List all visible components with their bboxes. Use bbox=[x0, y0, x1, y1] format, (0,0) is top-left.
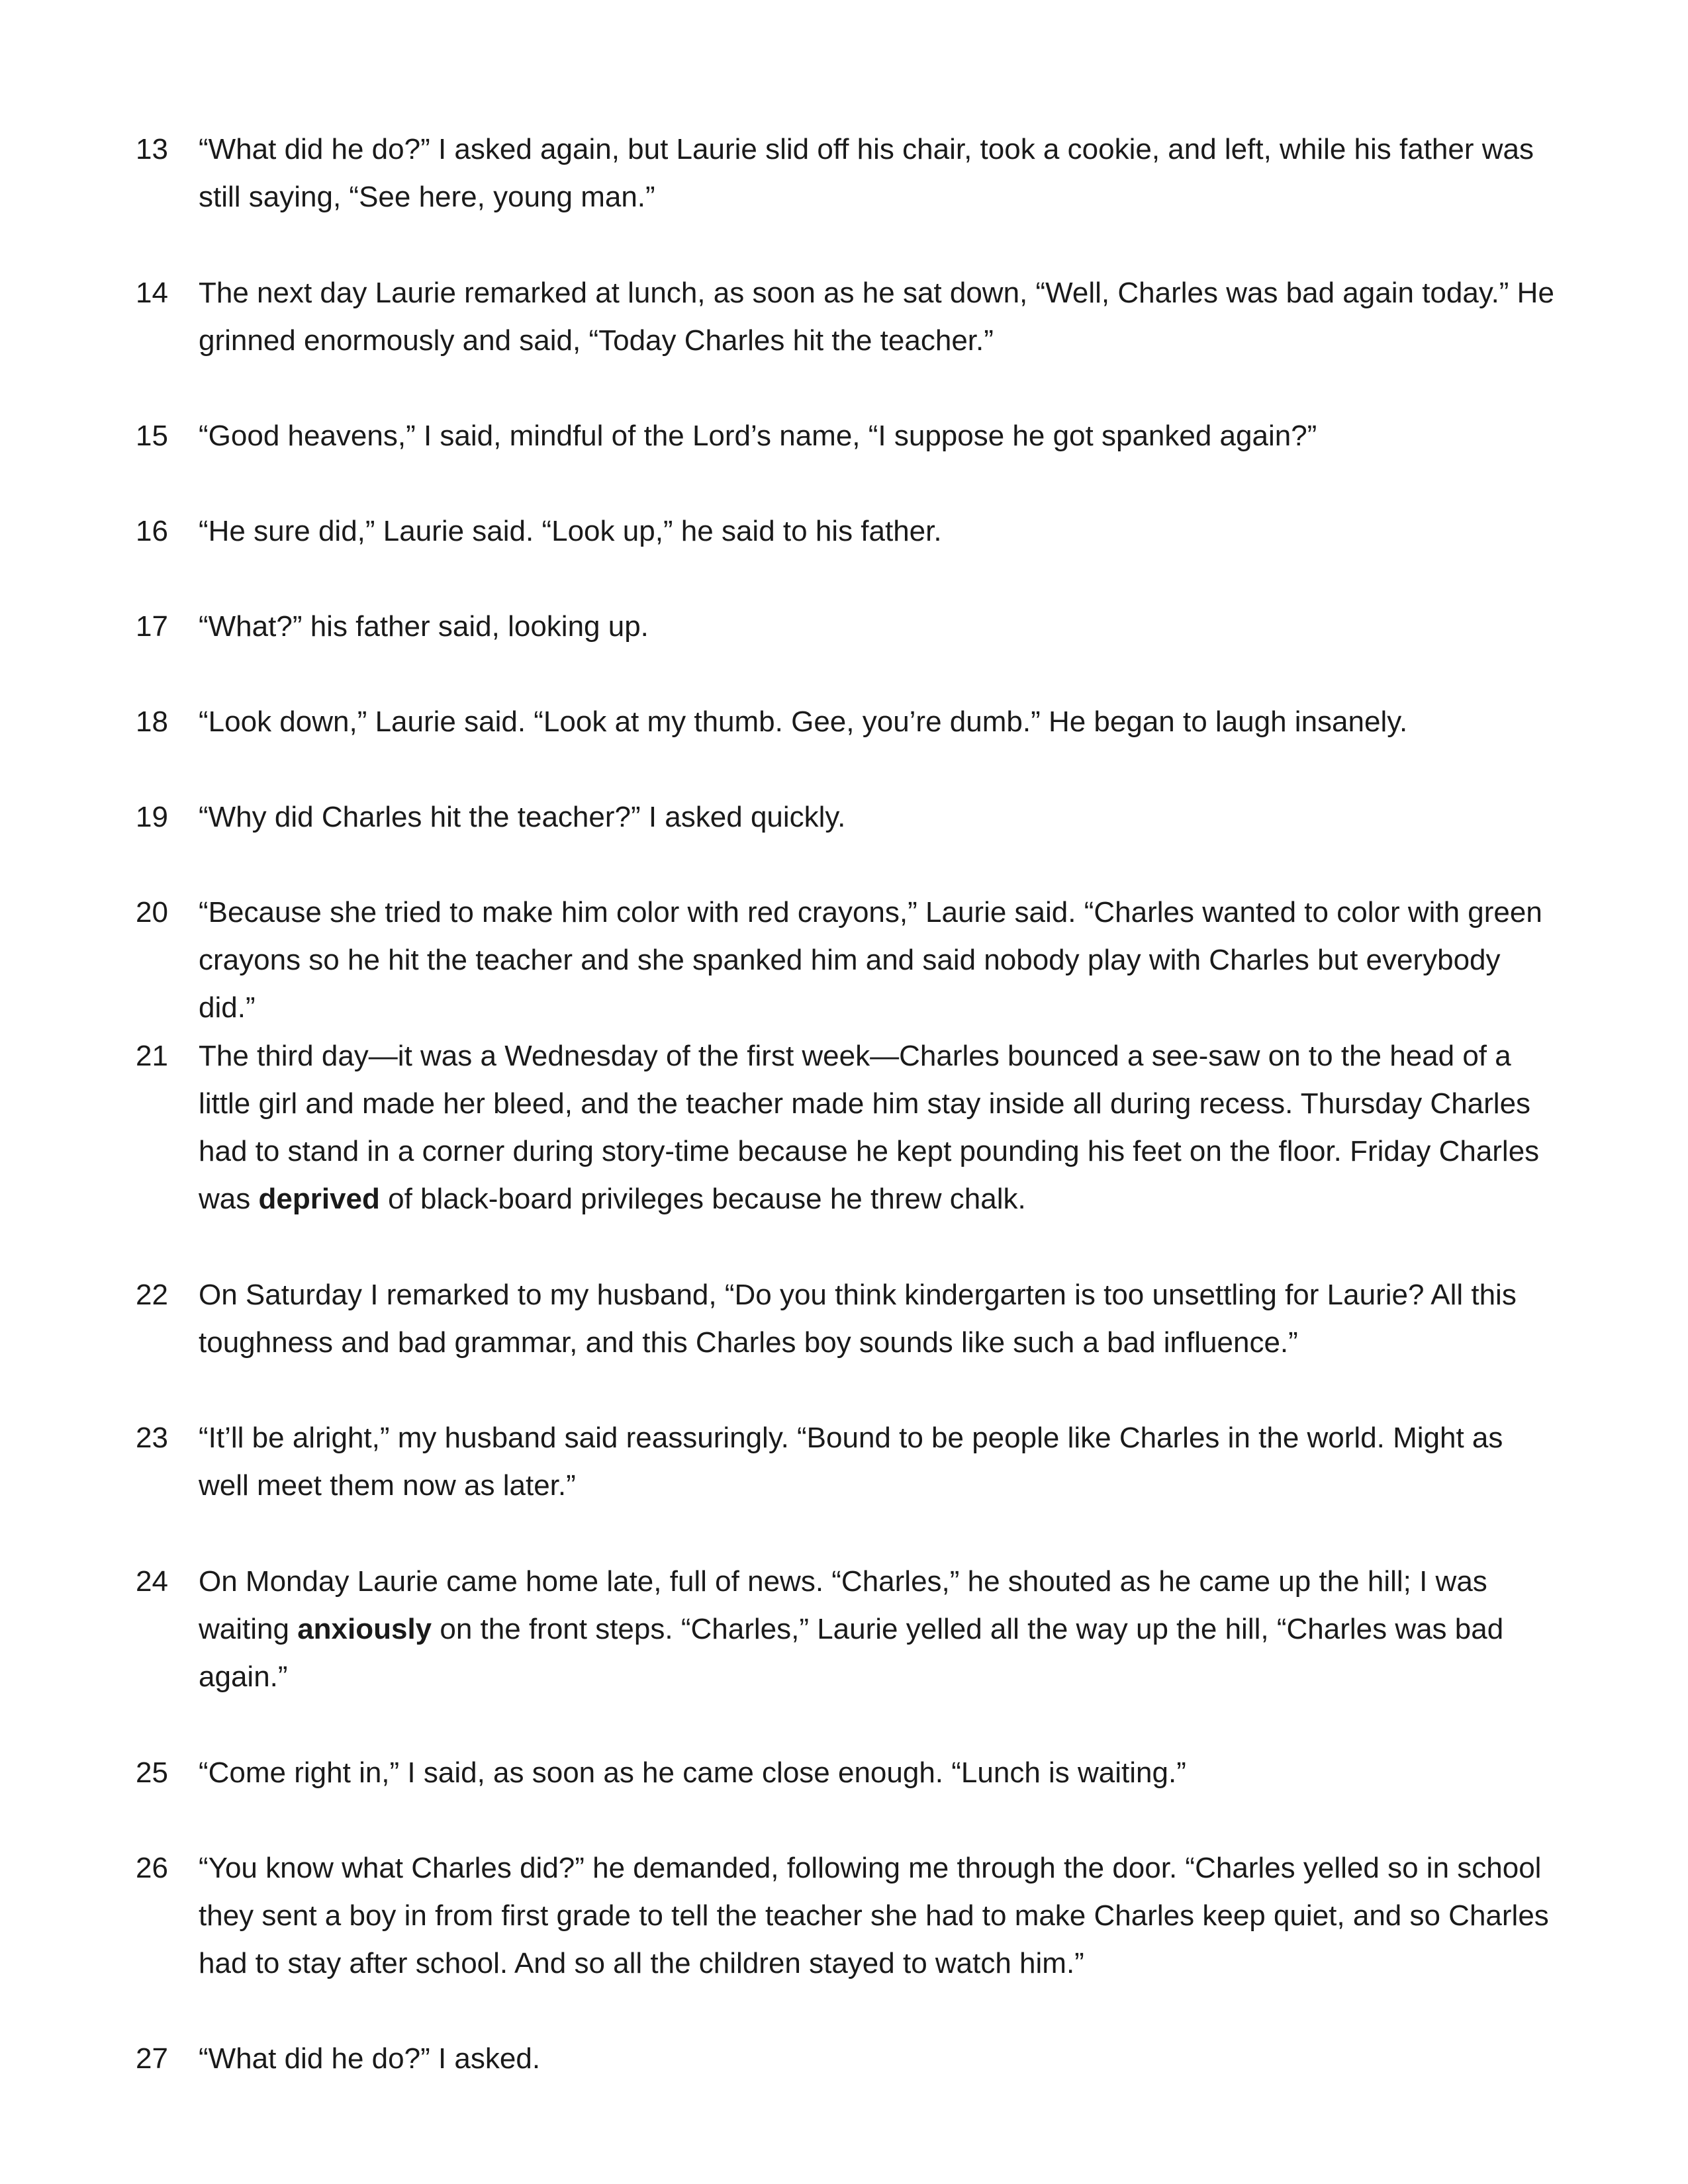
paragraph-19 bbox=[99, 794, 1556, 841]
paragraph-number: 14 bbox=[136, 277, 168, 309]
paragraph-number: 17 bbox=[136, 610, 168, 643]
paragraph-20 bbox=[99, 889, 1556, 1032]
paragraph-15 bbox=[99, 412, 1556, 460]
paragraph-14 bbox=[99, 269, 1556, 365]
paragraph-16 bbox=[99, 508, 1556, 555]
paragraph-text: “You know what Charles did?” he demanded, following me through the door. “Charles yelled so in school they sent a boy in from first grade to tell the teacher she had to make Charles keep quiet, and so Charles had to stay after school. And so all the children stayed to watch him.” bbox=[199, 1852, 1549, 1979]
paragraph-text bbox=[199, 1558, 1556, 1701]
paragraph-number: 25 bbox=[136, 1756, 168, 1789]
paragraph-27 bbox=[99, 2035, 1556, 2083]
paragraph-26 bbox=[99, 1844, 1556, 1987]
paragraph-text: “Good heavens,” I said, mindful of the Lord’s name, “I suppose he got spanked again?” bbox=[199, 420, 1317, 452]
paragraph-text-part: of black-board privileges because he threw chalk. bbox=[379, 1183, 1026, 1215]
paragraph-text: “What did he do?” I asked. bbox=[199, 2042, 541, 2075]
paragraph-text: “Come right in,” I said, as soon as he came close enough. “Lunch is waiting.” bbox=[199, 1756, 1186, 1789]
paragraph-number: 16 bbox=[136, 515, 168, 547]
paragraph-number: 27 bbox=[136, 2042, 168, 2075]
paragraph-number: 15 bbox=[136, 420, 168, 452]
paragraph-number: 19 bbox=[136, 801, 168, 833]
paragraph-text: “He sure did,” Laurie said. “Look up,” he said to his father. bbox=[199, 515, 942, 547]
paragraph-21 bbox=[99, 1032, 1556, 1223]
vocabulary-word-anxiously: anxiously bbox=[297, 1613, 432, 1645]
paragraph-text-part: on the front steps. “Charles,” Laurie yelled all the way up the hill, “Charles was bad again.” bbox=[199, 1613, 1504, 1693]
paragraph-number: 23 bbox=[136, 1422, 168, 1454]
paragraph-text-part: On Monday Laurie came home late, full of news. “Charles,” he shouted as he came up the hill; I was waiting bbox=[199, 1565, 1487, 1645]
paragraph-text: “It’ll be alright,” my husband said reassuringly. “Bound to be people like Charles in the world. Might as well meet them now as later.” bbox=[199, 1422, 1503, 1502]
paragraph-number: 13 bbox=[136, 133, 168, 165]
vocabulary-word-deprived: deprived bbox=[258, 1183, 380, 1215]
paragraph-text: “What did he do?” I asked again, but Laurie slid off his chair, took a cookie, and left, while his father was still saying, “See here, young man.” bbox=[199, 133, 1534, 213]
paragraph-23 bbox=[99, 1414, 1556, 1510]
paragraph-number: 18 bbox=[136, 705, 168, 738]
paragraph-18 bbox=[99, 698, 1556, 746]
paragraph-25 bbox=[99, 1749, 1556, 1797]
paragraph-13 bbox=[99, 126, 1556, 221]
paragraph-text: On Saturday I remarked to my husband, “Do you think kindergarten is too unsettling for Laurie? All this toughness and bad grammar, and this Charles boy sounds like such a bad influence.” bbox=[199, 1279, 1517, 1359]
paragraph-24 bbox=[99, 1558, 1556, 1701]
paragraph-17 bbox=[99, 603, 1556, 651]
paragraph-number: 24 bbox=[136, 1565, 168, 1598]
paragraph-number: 21 bbox=[136, 1040, 168, 1072]
paragraph-text: The next day Laurie remarked at lunch, as soon as he sat down, “Well, Charles was bad again today.” He grinned enormously and said, “Today Charles hit the teacher.” bbox=[199, 277, 1554, 357]
paragraph-text: “Look down,” Laurie said. “Look at my thumb. Gee, you’re dumb.” He began to laugh insanely. bbox=[199, 705, 1408, 738]
paragraph-number: 20 bbox=[136, 896, 168, 929]
paragraph-text-part: The third day—it was a Wednesday of the first week—Charles bounced a see-saw on to the head of a little girl and made her bleed, and the teacher made him stay inside all during recess. Thursday Charles had to stand in a corner during story-time because he kept pounding his feet on the floor. Friday Charles was bbox=[199, 1040, 1540, 1215]
paragraph-number: 26 bbox=[136, 1852, 168, 1884]
paragraph-text bbox=[199, 1032, 1556, 1223]
paragraph-number: 22 bbox=[136, 1279, 168, 1311]
paragraph-text: “Because she tried to make him color with red crayons,” Laurie said. “Charles wanted to color with green crayons so he hit the teacher and she spanked him and said nobody play with Charles but everybody did.” bbox=[199, 896, 1542, 1024]
paragraph-22 bbox=[99, 1271, 1556, 1367]
paragraph-text: “Why did Charles hit the teacher?” I asked quickly. bbox=[199, 801, 846, 833]
paragraph-text: “What?” his father said, looking up. bbox=[199, 610, 649, 643]
